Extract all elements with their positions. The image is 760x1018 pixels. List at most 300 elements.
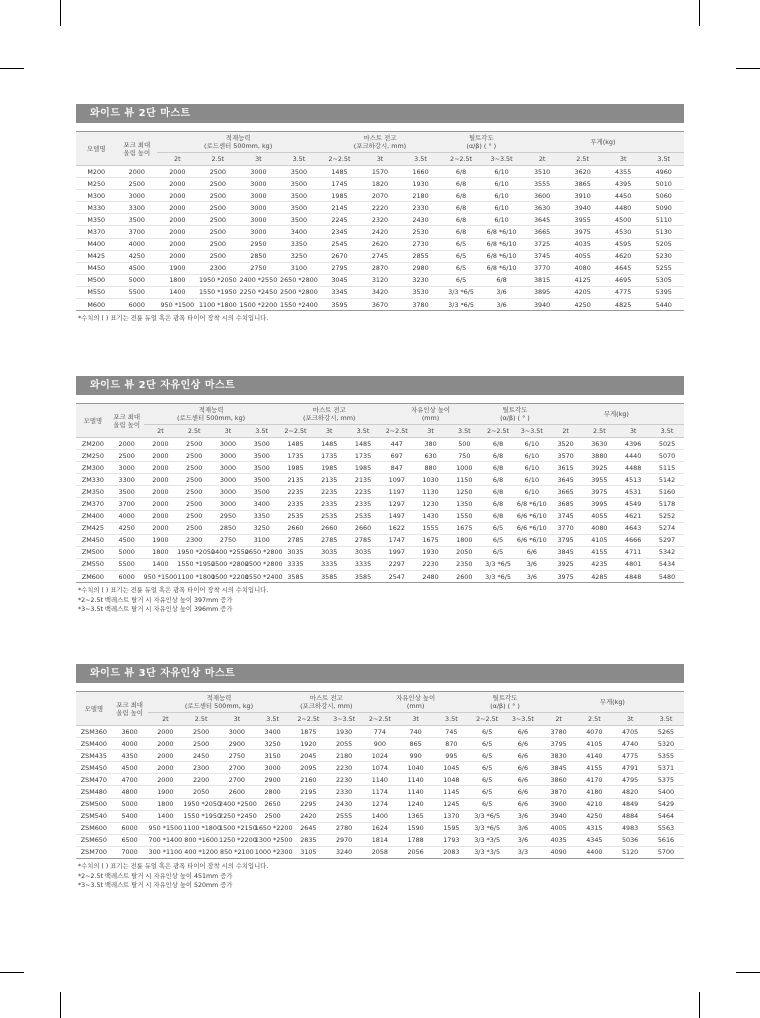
table-cell: 1900 [148, 786, 184, 798]
table-cell: 4250 [117, 250, 158, 262]
table-cell: 2500 [177, 498, 211, 510]
table-cell: 6/5 [469, 738, 505, 750]
table-cell: 950 *1500 [157, 299, 198, 311]
table-cell: 3000 [238, 226, 279, 238]
table-row [76, 262, 684, 274]
table-cell: 1745 [319, 178, 360, 190]
table-cell: 2430 [400, 214, 441, 226]
table-cell: 3/6 [505, 810, 541, 822]
table-cell: 4705 [612, 726, 648, 738]
column-group-header: 적재능력 (로드센터 500mm, kg) [157, 132, 319, 153]
model-cell: M400 [76, 238, 117, 250]
table-cell: 5120 [612, 846, 648, 858]
table-cell: 6000 [117, 299, 158, 311]
table-cell: 2795 [319, 262, 360, 274]
table-cell: 2000 [144, 486, 178, 498]
table-cell: 2500 [198, 178, 239, 190]
table-row [76, 250, 684, 262]
table-cell: 5616 [648, 834, 684, 846]
table-cell: 2050 [447, 546, 481, 558]
table-cell: 1800 [148, 798, 184, 810]
table-cell: 4775 [612, 750, 648, 762]
table-cell: 870 [434, 738, 470, 750]
table-cell: 2000 [157, 166, 198, 178]
table-cell: 6/10 [515, 450, 549, 462]
table-cell: 380 [414, 438, 448, 450]
table-cell: 2400 *2550 [238, 274, 279, 286]
column-subheader: 2~2.5t [380, 425, 414, 438]
table-cell: 5297 [650, 534, 684, 546]
table-cell: 4700 [112, 774, 148, 786]
table-cell: 3870 [541, 786, 577, 798]
table-cell: 4549 [616, 498, 650, 510]
column-group-header: 틸트각도 (α/β) ( ° ) [469, 692, 541, 713]
table-cell: 1820 [360, 178, 401, 190]
table-cell: 447 [380, 438, 414, 450]
table-cell: 3/3 *6/5 [469, 822, 505, 834]
table-cell: 2200 [183, 774, 219, 786]
table-row [76, 762, 684, 774]
footnote: *수치의 ( ) 표기는 전륜 듀얼 혹은 광폭 타이어 장착 시의 수치입니다. [78, 863, 269, 871]
table-cell: 5110 [643, 214, 684, 226]
table-cell: 5115 [650, 462, 684, 474]
table-cell: 3035 [312, 546, 346, 558]
table-cell: 3600 [112, 726, 148, 738]
table-cell: 1735 [312, 450, 346, 462]
table-cell: 6/8 [481, 462, 515, 474]
table-cell: 3120 [360, 274, 401, 286]
table-cell: 1930 [414, 546, 448, 558]
table-cell: 3335 [346, 558, 380, 570]
column-subheader: 3t [616, 425, 650, 438]
table-cell: 3500 [245, 486, 279, 498]
table-cell: 2235 [279, 486, 313, 498]
table-cell: 2050 [183, 786, 219, 798]
table-cell: 4884 [612, 810, 648, 822]
column-subheader: 3t [360, 153, 401, 166]
table-cell: 1250 *2200 [219, 834, 255, 846]
model-cell: ZM450 [76, 534, 110, 546]
table-cell: 6/5 [441, 250, 482, 262]
model-cell: ZM250 [76, 450, 110, 462]
table-cell: 1500 *2150 [219, 822, 255, 834]
table-cell: 3995 [582, 498, 616, 510]
model-cell: M300 [76, 190, 117, 202]
table-cell: 3780 [400, 299, 441, 311]
table-cell: 1240 [398, 798, 434, 810]
table-cell: 3555 [522, 178, 563, 190]
table-cell: 1985 [346, 462, 380, 474]
table-cell: 1570 [360, 166, 401, 178]
table-cell: 2300 [177, 534, 211, 546]
table-cell: 1800 [157, 274, 198, 286]
table-cell: 2056 [398, 846, 434, 858]
table-cell: 630 [414, 450, 448, 462]
column-group-header: 포크 최대 올림 높이 [110, 404, 144, 438]
table-cell: 900 [362, 738, 398, 750]
model-cell: ZSM400 [76, 738, 112, 750]
table-cell: 6/5 [469, 774, 505, 786]
table-cell: 2900 [219, 738, 255, 750]
table-cell: 2700 [219, 762, 255, 774]
table-cell: 2500 [198, 238, 239, 250]
crop-mark-top-right-h [736, 68, 760, 69]
table-cell: 3000 [211, 474, 245, 486]
table-cell: 4795 [612, 774, 648, 786]
column-group-header: 무게(kg) [541, 692, 684, 713]
table-cell: 2650 *2800 [245, 546, 279, 558]
table-cell: 2750 [219, 750, 255, 762]
model-cell: M350 [76, 214, 117, 226]
column-subheader: 3.5t [279, 153, 320, 166]
column-subheader: 3t [312, 425, 346, 438]
table-cell: 2420 [360, 226, 401, 238]
table-cell: 3670 [360, 299, 401, 311]
table-cell: 4055 [562, 250, 603, 262]
column-subheader: 3t [238, 153, 279, 166]
footnote: *수치의 ( ) 표기는 전륜 듀얼 혹은 광폭 타이어 장착 시의 수치입니다. [78, 315, 269, 323]
table-row [76, 558, 684, 570]
table-cell: 3000 [255, 762, 291, 774]
table-cell: 3000 [211, 498, 245, 510]
table-cell: 6500 [112, 834, 148, 846]
table-cell: 3335 [279, 558, 313, 570]
column-subheader: 2~2.5t [481, 425, 515, 438]
table-cell: 2480 [414, 571, 448, 583]
table-cell: 4140 [577, 750, 613, 762]
table-cell: 1400 [148, 810, 184, 822]
column-group-header: 모델명 [76, 404, 110, 438]
table-cell: 5355 [648, 750, 684, 762]
crop-mark-bottom-left-h [0, 972, 24, 973]
table-cell: 800 *1600 [183, 834, 219, 846]
table-cell: 3035 [279, 546, 313, 558]
table-cell: 2330 [400, 202, 441, 214]
column-group-header: 자유인상 높이 (mm) [380, 404, 481, 425]
table-cell: 1245 [434, 798, 470, 810]
table-row [76, 810, 684, 822]
table-cell: 3000 [211, 462, 245, 474]
column-subheader: 3~3.5t [515, 425, 549, 438]
column-subheader: 3.5t [255, 713, 291, 726]
table-cell: 1300 *2500 [255, 834, 291, 846]
table-cell: 2000 [157, 178, 198, 190]
table-cell: 6/6 [505, 726, 541, 738]
table-cell: 1793 [434, 834, 470, 846]
table-cell: 3/3 *3/5 [469, 834, 505, 846]
table-cell: 5434 [650, 558, 684, 570]
table-cell: 1400 [144, 558, 178, 570]
table-cell: 2950 [238, 238, 279, 250]
table-cell: 2545 [319, 238, 360, 250]
column-group-header: 모델명 [76, 132, 117, 166]
table-cell: 1590 [398, 822, 434, 834]
table-cell: 5700 [648, 846, 684, 858]
table-cell: 3000 [211, 450, 245, 462]
table-row [76, 474, 684, 486]
table-cell: 1097 [380, 474, 414, 486]
table-cell: 2000 [148, 726, 184, 738]
table-cell: 2530 [400, 226, 441, 238]
table-cell: 6/8 [441, 202, 482, 214]
model-cell: ZM330 [76, 474, 110, 486]
column-group-header: 틸트각도 (α/β) ( ° ) [481, 404, 549, 425]
table-cell: 3910 [562, 190, 603, 202]
table-cell: 4105 [577, 738, 613, 750]
table-cell: 4440 [616, 450, 650, 462]
table-cell: 3500 [279, 178, 320, 190]
table-cell: 1800 [447, 534, 481, 546]
table-cell: 3665 [549, 486, 583, 498]
table-cell: 3630 [522, 202, 563, 214]
table-cell: 5274 [650, 522, 684, 534]
table-cell: 2950 [211, 510, 245, 522]
spec-section-2stage [76, 104, 684, 324]
table-cell: 1950 *2050 [183, 798, 219, 810]
table-cell: 3940 [562, 202, 603, 214]
table-cell: 2645 [291, 822, 327, 834]
table-cell: 4155 [577, 762, 613, 774]
table-cell: 1400 [157, 286, 198, 298]
table-cell: 3585 [346, 571, 380, 583]
model-cell: ZSM600 [76, 822, 112, 834]
table-cell: 3345 [319, 286, 360, 298]
crop-mark-bottom-right-v [699, 992, 700, 1018]
table-cell: 4205 [562, 286, 603, 298]
table-cell: 1000 [447, 462, 481, 474]
column-subheader: 2~2.5t [441, 153, 482, 166]
table-cell: 2500 [198, 214, 239, 226]
table-cell: 3925 [549, 558, 583, 570]
table-cell: 697 [380, 450, 414, 462]
table-cell: 2400 *2550 [211, 546, 245, 558]
table-cell: 3/3 *6/5 [441, 299, 482, 311]
table-cell: 2230 [414, 558, 448, 570]
table-cell: 5400 [112, 810, 148, 822]
table-cell: 4488 [616, 462, 650, 474]
table-row [76, 846, 684, 858]
table-cell: 4345 [577, 834, 613, 846]
table-cell: 2070 [360, 190, 401, 202]
column-subheader: 3t [398, 713, 434, 726]
table-cell: 3000 [238, 166, 279, 178]
table-row [76, 274, 684, 286]
table-cell: 2650 [255, 798, 291, 810]
table-cell: 6/8 [481, 438, 515, 450]
table-cell: 3000 [117, 190, 158, 202]
table-cell: 2500 [198, 202, 239, 214]
table-cell: 1430 [414, 510, 448, 522]
table-cell: 2500 [183, 738, 219, 750]
table-cell: 2330 [326, 786, 362, 798]
column-group-header: 포크 최대 올림 높이 [117, 132, 158, 166]
table-cell: 5255 [643, 262, 684, 274]
table-row [76, 571, 684, 583]
table-cell: 2250 *2450 [238, 286, 279, 298]
column-group-header: 마스트 전고 (포크하강시, mm) [319, 132, 441, 153]
table-cell: 1100 *1800 [183, 822, 219, 834]
crop-mark-top-right-v [699, 0, 700, 26]
table-cell: 4250 [110, 522, 144, 534]
table-cell: 3845 [541, 762, 577, 774]
table-cell: 6/10 [481, 214, 522, 226]
table-cell: 1660 [400, 166, 441, 178]
table-cell: 2785 [346, 534, 380, 546]
table-cell: 4285 [582, 571, 616, 583]
table-cell: 3335 [312, 558, 346, 570]
table-row [76, 238, 684, 250]
table-cell: 3975 [549, 571, 583, 583]
table-row [76, 226, 684, 238]
table-cell: 4500 [110, 534, 144, 546]
table-cell: 6/5 [469, 750, 505, 762]
table-cell: 1485 [279, 438, 313, 450]
table-cell: 4315 [577, 822, 613, 834]
column-subheader: 2t [541, 713, 577, 726]
table-cell: 6/8 *6/10 [481, 250, 522, 262]
table-cell: 847 [380, 462, 414, 474]
table-cell: 774 [362, 726, 398, 738]
table-cell: 3/6 [481, 286, 522, 298]
table-cell: 3/3 *6/5 [469, 810, 505, 822]
column-subheader: 3.5t [447, 425, 481, 438]
table-cell: 1997 [380, 546, 414, 558]
table-cell: 6/5 [469, 786, 505, 798]
table-cell: 3500 [245, 474, 279, 486]
table-row [76, 450, 684, 462]
column-subheader: 2t [157, 153, 198, 166]
table-cell: 6/6 *6/10 [515, 510, 549, 522]
table-cell: 2220 [360, 202, 401, 214]
model-cell: M330 [76, 202, 117, 214]
table-cell: 3795 [549, 534, 583, 546]
crop-mark-bottom-right-h [736, 972, 760, 973]
table-cell: 1174 [362, 786, 398, 798]
table-row [76, 798, 684, 810]
table-cell: 2600 [447, 571, 481, 583]
table-cell: 1950 *2050 [177, 546, 211, 558]
table-cell: 3000 [211, 438, 245, 450]
table-cell: 2500 [177, 462, 211, 474]
table-cell: 4775 [603, 286, 644, 298]
table-cell: 1875 [291, 726, 327, 738]
table-cell: 3/6 [505, 834, 541, 846]
table-cell: 5142 [650, 474, 684, 486]
table-cell: 4500 [117, 262, 158, 274]
table-cell: 2000 [144, 510, 178, 522]
table-cell: 2230 [326, 762, 362, 774]
table-cell: 4983 [612, 822, 648, 834]
model-cell: ZSM480 [76, 786, 112, 798]
table-cell: 4530 [603, 226, 644, 238]
column-subheader: 2~2.5t [362, 713, 398, 726]
table-cell: 2335 [279, 498, 313, 510]
table-cell: 2000 [148, 750, 184, 762]
table-cell: 4080 [562, 262, 603, 274]
table-cell: 4595 [603, 238, 644, 250]
table-row [76, 522, 684, 534]
table-cell: 1250 [447, 486, 481, 498]
column-subheader: 3.5t [650, 425, 684, 438]
table-cell: 2500 [110, 450, 144, 462]
table-cell: 1747 [380, 534, 414, 546]
table-cell: 2500 [198, 190, 239, 202]
table-cell: 3000 [110, 462, 144, 474]
table-cell: 2300 [183, 762, 219, 774]
crop-mark-bottom-left-v [60, 992, 61, 1018]
column-subheader: 2~2.5t [319, 153, 360, 166]
table-cell: 6/6 [505, 774, 541, 786]
table-cell: 2230 [326, 774, 362, 786]
table-cell: 6/10 [481, 190, 522, 202]
model-cell: ZSM650 [76, 834, 112, 846]
section-notes [76, 862, 684, 891]
table-cell: 6/6 [505, 786, 541, 798]
model-cell: ZSM450 [76, 762, 112, 774]
table-cell: 2000 [157, 238, 198, 250]
table-cell: 2250 *2450 [219, 810, 255, 822]
table-row [76, 486, 684, 498]
table-cell: 4035 [541, 834, 577, 846]
table-cell: 400 *1200 [183, 846, 219, 858]
model-cell: M550 [76, 286, 117, 298]
table-cell: 300 *1100 [148, 846, 184, 858]
table-cell: 4395 [603, 178, 644, 190]
table-cell: 3880 [582, 450, 616, 462]
table-cell: 2850 [211, 522, 245, 534]
table-cell: 2785 [312, 534, 346, 546]
footnote: *3~3.5t 백레스트 탈거 시 자유인상 높이 520mm 증가 [78, 882, 233, 890]
table-cell: 995 [434, 750, 470, 762]
table-cell: 1595 [434, 822, 470, 834]
table-cell: 3860 [541, 774, 577, 786]
model-cell: ZM425 [76, 522, 110, 534]
column-subheader: 3.5t [643, 153, 684, 166]
table-cell: 1900 [157, 262, 198, 274]
table-cell: 3/6 [505, 822, 541, 834]
table-cell: 2660 [312, 522, 346, 534]
section-title: 와이드 뷰 2단 자유인상 마스트 [76, 376, 684, 395]
table-cell: 2055 [326, 738, 362, 750]
column-subheader: 3t [603, 153, 644, 166]
table-cell: 3645 [549, 474, 583, 486]
table-row [76, 750, 684, 762]
table-cell: 3500 [245, 450, 279, 462]
table-cell: 2000 [157, 190, 198, 202]
table-cell: 3000 [211, 486, 245, 498]
table-cell: 4960 [643, 166, 684, 178]
column-subheader: 2~2.5t [469, 713, 505, 726]
section-notes [76, 586, 684, 615]
table-cell: 3620 [562, 166, 603, 178]
table-cell: 2400 *2500 [219, 798, 255, 810]
table-cell: 1985 [319, 190, 360, 202]
table-cell: 3420 [360, 286, 401, 298]
table-cell: 1735 [279, 450, 313, 462]
column-subheader: 2.5t [183, 713, 219, 726]
table-cell: 4645 [603, 262, 644, 274]
crop-mark-top-left-h [0, 68, 24, 69]
table-cell: 2095 [291, 762, 327, 774]
table-cell: 2500 [198, 226, 239, 238]
table-cell: 2000 [148, 774, 184, 786]
table-cell: 3/6 [515, 558, 549, 570]
table-cell: 5440 [643, 299, 684, 311]
model-cell: ZM400 [76, 510, 110, 522]
model-cell: ZM500 [76, 546, 110, 558]
table-cell: 6/8 *6/10 [515, 498, 549, 510]
table-cell: 1550 [447, 510, 481, 522]
